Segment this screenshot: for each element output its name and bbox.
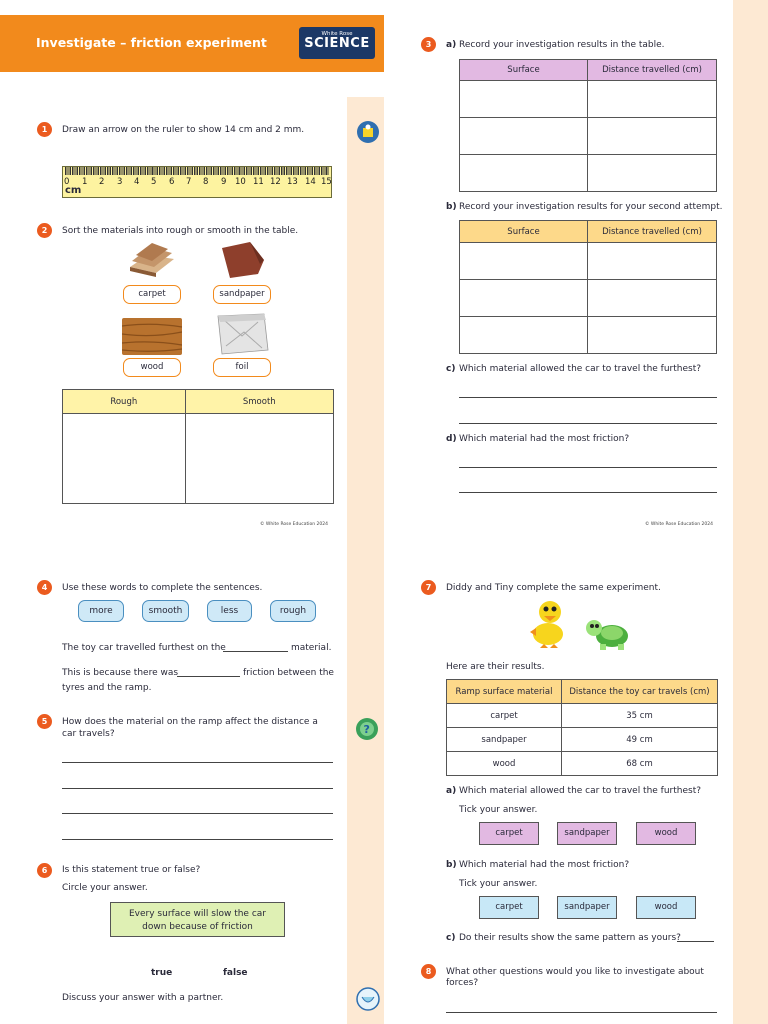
margin-stripe-middle <box>347 97 384 1024</box>
blank-line[interactable] <box>223 651 288 652</box>
page-header <box>0 15 384 72</box>
q7a-text: Which material allowed the car to travel the furthest? <box>459 786 702 796</box>
ruler-number: 8 <box>203 177 209 187</box>
discussion-icon <box>356 987 380 1011</box>
answer-line[interactable] <box>446 1012 717 1013</box>
question-number-8: 8 <box>421 964 436 979</box>
table-cell[interactable] <box>460 317 588 354</box>
table-cell-material: wood <box>447 752 562 776</box>
q7c-text: Do their results show the same pattern as yours? <box>459 933 681 943</box>
table-cell[interactable] <box>460 118 588 155</box>
answer-line[interactable] <box>62 839 333 840</box>
tick-option-sandpaper[interactable]: sandpaper <box>557 822 617 845</box>
question-icon <box>355 717 379 741</box>
duck-character-image <box>526 598 570 654</box>
table-cell-material: carpet <box>447 704 562 728</box>
material-label-wood: wood <box>123 358 181 377</box>
q8-text-line2: forces? <box>446 978 479 988</box>
q7c-label: c) <box>446 933 456 943</box>
q1-text: Draw an arrow on the ruler to show 14 cm and 2 mm. <box>62 125 305 135</box>
results-table-1 <box>459 59 717 192</box>
table-row <box>447 752 718 776</box>
sandpaper-image <box>216 240 268 282</box>
ruler-number: 12 <box>270 177 281 187</box>
table-cell[interactable] <box>460 155 588 192</box>
ruler-number: 14 <box>305 177 316 187</box>
q3a-label: a) <box>446 40 457 50</box>
answer-line[interactable] <box>62 788 333 789</box>
sentence-2-end: tyres and the ramp. <box>62 683 152 693</box>
ruler-number: 15 <box>321 177 332 187</box>
answer-line[interactable] <box>459 397 717 398</box>
material-label-sandpaper: sandpaper <box>213 285 271 304</box>
q7a-label: a) <box>446 786 457 796</box>
statement-box <box>110 902 285 937</box>
ruler-number: 11 <box>253 177 264 187</box>
q3b-label: b) <box>446 202 457 212</box>
q6-text: Is this statement true or false? <box>62 865 201 875</box>
question-number-3: 3 <box>421 37 436 52</box>
table-header-material: Ramp surface material <box>447 680 562 704</box>
table-cell-material: sandpaper <box>447 728 562 752</box>
material-label-carpet: carpet <box>123 285 181 304</box>
blank-line[interactable] <box>177 676 240 677</box>
table-cell-distance: 35 cm <box>562 704 718 728</box>
table-header-surface: Surface <box>460 60 588 81</box>
table-cell[interactable] <box>588 317 717 354</box>
word-card-smooth[interactable]: smooth <box>142 600 189 622</box>
statement-line-2: down because of friction <box>142 922 253 932</box>
table-cell[interactable] <box>460 243 588 280</box>
answer-line[interactable] <box>459 492 717 493</box>
question-number-6: 6 <box>37 863 52 878</box>
ruler-number: 2 <box>99 177 105 187</box>
ruler-unit: cm <box>65 185 82 196</box>
q7b-label: b) <box>446 860 457 870</box>
q7a-instruction: Tick your answer. <box>459 805 538 815</box>
tick-option-carpet[interactable]: carpet <box>479 822 539 845</box>
sentence-1-end: material. <box>291 643 332 653</box>
table-cell[interactable] <box>588 118 717 155</box>
word-card-rough[interactable]: rough <box>270 600 316 622</box>
table-cell[interactable] <box>588 280 717 317</box>
word-card-more[interactable]: more <box>78 600 124 622</box>
ruler-number: 0 <box>64 177 70 187</box>
table-header-distance: Distance travelled (cm) <box>588 221 717 243</box>
q3a-text: Record your investigation results in the table. <box>459 40 665 50</box>
blank-line[interactable] <box>677 941 714 942</box>
question-number-5: 5 <box>37 714 52 729</box>
rough-smooth-table <box>62 389 334 504</box>
answer-option-false[interactable]: false <box>223 968 248 978</box>
ruler-number: 4 <box>134 177 140 187</box>
q3c-text: Which material allowed the car to travel the furthest? <box>459 364 702 374</box>
ruler-number: 7 <box>186 177 192 187</box>
tick-option-sandpaper[interactable]: sandpaper <box>557 896 617 919</box>
table-cell-distance: 68 cm <box>562 752 718 776</box>
results-table-2 <box>459 220 717 354</box>
ruler-number: 10 <box>235 177 246 187</box>
q6-instruction: Circle your answer. <box>62 883 148 893</box>
wood-image <box>122 318 182 355</box>
table-cell[interactable] <box>588 155 717 192</box>
statement-line-1: Every surface will slow the car <box>129 909 266 919</box>
question-number-2: 2 <box>37 223 52 238</box>
tick-option-wood[interactable]: wood <box>636 896 696 919</box>
q7b-text: Which material had the most friction? <box>459 860 630 870</box>
ruler-number: 3 <box>117 177 123 187</box>
ruler-number: 13 <box>287 177 298 187</box>
q7-results-text: Here are their results. <box>446 662 545 672</box>
white-rose-science-logo <box>299 27 375 59</box>
table-cell-distance: 49 cm <box>562 728 718 752</box>
q7-text: Diddy and Tiny complete the same experiment. <box>446 583 661 593</box>
ruler-ticks <box>65 167 329 175</box>
answer-option-true[interactable]: true <box>151 968 173 978</box>
logo-top-text: White Rose <box>321 31 353 37</box>
ruler-number: 1 <box>82 177 88 187</box>
q3d-label: d) <box>446 434 457 444</box>
tick-option-carpet[interactable]: carpet <box>479 896 539 919</box>
experiment-icon <box>356 120 380 144</box>
logo-main-text: SCIENCE <box>304 36 370 51</box>
q4-text: Use these words to complete the sentences. <box>62 583 263 593</box>
table-cell-smooth[interactable] <box>185 414 333 504</box>
table-cell[interactable] <box>460 81 588 118</box>
table-header-rough: Rough <box>63 390 186 414</box>
table-header-distance: Distance travelled (cm) <box>588 60 717 81</box>
q3d-text: Which material had the most friction? <box>459 434 630 444</box>
table-cell[interactable] <box>588 81 717 118</box>
table-row <box>447 704 718 728</box>
ruler-number: 5 <box>151 177 157 187</box>
diddy-tiny-results-table <box>446 679 718 776</box>
q2-text: Sort the materials into rough or smooth in the table. <box>62 226 299 236</box>
copyright-text: © White Rose Education 2024 <box>260 522 328 527</box>
tick-option-wood[interactable]: wood <box>636 822 696 845</box>
word-card-less[interactable]: less <box>207 600 252 622</box>
margin-stripe-right <box>733 0 768 1024</box>
table-header-distance: Distance the toy car travels (cm) <box>562 680 718 704</box>
ruler[interactable] <box>62 166 332 198</box>
table-cell-rough[interactable] <box>63 414 186 504</box>
ruler-number: 6 <box>169 177 175 187</box>
carpet-image <box>126 241 178 281</box>
foil-image <box>214 312 270 356</box>
answer-line[interactable] <box>459 423 717 424</box>
q7b-instruction: Tick your answer. <box>459 879 538 889</box>
q3c-label: c) <box>446 364 456 374</box>
q6-discuss-text: Discuss your answer with a partner. <box>62 993 224 1003</box>
q8-text-line1: What other questions would you like to investigate about <box>446 967 704 977</box>
question-number-4: 4 <box>37 580 52 595</box>
page-title: Investigate – friction experiment <box>36 35 267 50</box>
copyright-text: © White Rose Education 2024 <box>645 522 713 527</box>
q5-text-line1: How does the material on the ramp affect the distance a <box>62 717 318 727</box>
material-label-foil: foil <box>213 358 271 377</box>
q3b-text: Record your investigation results for your second attempt. <box>459 202 723 212</box>
sentence-2-start: This is because there was <box>62 668 179 678</box>
svg-text:?: ? <box>363 723 370 736</box>
tortoise-character-image <box>584 612 636 654</box>
table-header-surface: Surface <box>460 221 588 243</box>
sentence-1-start: The toy car travelled furthest on the <box>62 643 226 653</box>
question-number-7: 7 <box>421 580 436 595</box>
answer-line[interactable] <box>459 467 717 468</box>
sentence-2-mid: friction between the <box>243 668 334 678</box>
answer-line[interactable] <box>62 762 333 763</box>
table-row <box>447 728 718 752</box>
ruler-number: 9 <box>221 177 227 187</box>
q5-text-line2: car travels? <box>62 729 115 739</box>
answer-line[interactable] <box>62 813 333 814</box>
table-cell[interactable] <box>588 243 717 280</box>
table-cell[interactable] <box>460 280 588 317</box>
table-header-smooth: Smooth <box>185 390 333 414</box>
question-number-1: 1 <box>37 122 52 137</box>
